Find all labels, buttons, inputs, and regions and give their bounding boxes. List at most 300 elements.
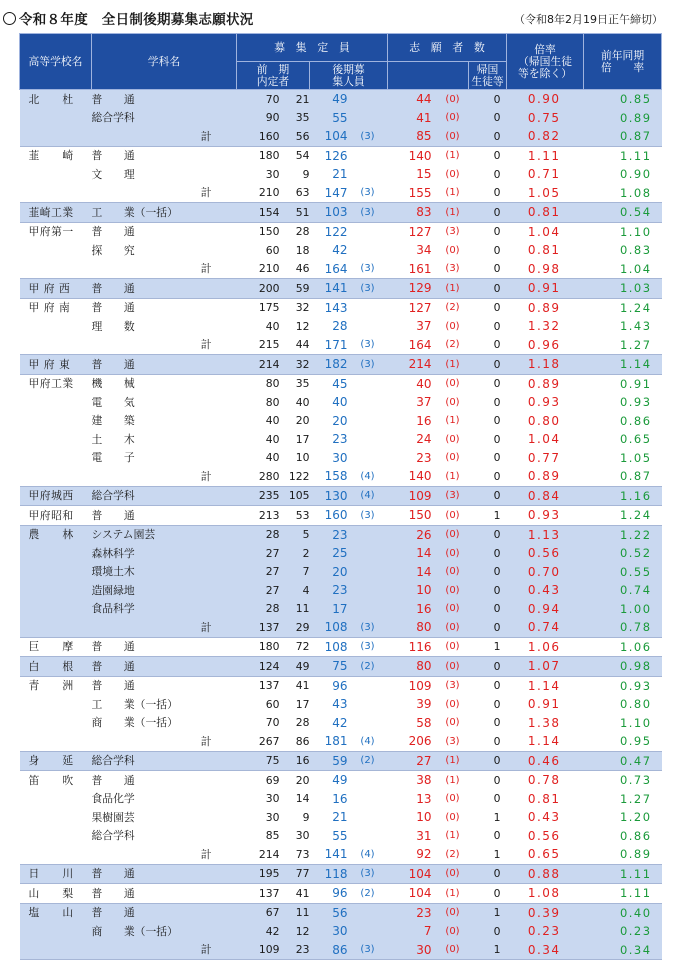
cell-kikoku: 0	[469, 109, 507, 128]
cell-kikoku: 1	[493, 847, 501, 861]
cell-applicants: 30	[388, 941, 437, 960]
cell-zenki: 54	[280, 146, 310, 165]
cell-capacity: 280	[258, 469, 280, 483]
cell-prev-ratio: 1.43	[619, 319, 652, 334]
cell-ratio: 0.56	[507, 544, 584, 563]
cell-prev-ratio: 0.34	[584, 941, 662, 960]
cell-course: 普 通	[92, 903, 237, 922]
cell-applicants-note: (0)	[445, 244, 460, 256]
cell-ratio: 0.91	[507, 279, 584, 299]
cell-school: 甲府昭和	[20, 506, 92, 526]
cell-kouki: 126	[310, 146, 348, 165]
cell-course: 普 通	[92, 222, 237, 241]
cell-applicants-note: (0)	[445, 168, 460, 180]
cell-course: 土 木	[91, 432, 135, 446]
cell-applicants: 80	[388, 657, 437, 677]
cell-kouki: 23	[310, 525, 348, 544]
cell-course: 商 業（一括）	[91, 716, 178, 730]
cell-kikoku: 0	[469, 751, 507, 771]
cell-ratio: 1.32	[527, 319, 561, 334]
cell-kikoku: 0	[469, 581, 507, 600]
cell-kouki-note	[348, 449, 388, 468]
cell-zenki: 5	[280, 525, 310, 544]
cell-course-total: 計	[200, 186, 212, 200]
table-row	[20, 864, 662, 884]
cell-course-total: 計	[92, 127, 237, 146]
cell-kouki-note	[348, 903, 388, 922]
cell-zenki: 20	[280, 771, 310, 790]
cell-ratio: 1.14	[507, 676, 584, 695]
cell-kouki-note	[348, 563, 388, 582]
cell-zenki: 41	[280, 676, 310, 695]
cell-ratio: 1.13	[507, 525, 584, 544]
cell-school	[20, 412, 92, 431]
cell-capacity: 180	[237, 637, 280, 657]
cell-applicants-note: (0)	[437, 864, 469, 884]
cell-kouki: 59	[310, 751, 348, 771]
cell-ratio: 1.07	[507, 657, 584, 677]
cell-applicants-note: (0)	[437, 374, 469, 393]
cell-school	[20, 430, 92, 449]
cell-applicants-note: (0)	[437, 109, 469, 128]
cell-capacity: 137	[237, 884, 280, 904]
cell-kouki-note: (4)	[360, 735, 375, 747]
cell-capacity: 40	[265, 319, 280, 333]
cell-applicants-note: (0)	[445, 717, 460, 729]
cell-ratio: 0.46	[507, 751, 584, 771]
cell-kouki-note: (3)	[348, 355, 388, 375]
cell-prev-ratio: 1.08	[619, 185, 652, 200]
cell-applicants: 155	[408, 185, 432, 200]
cell-capacity: 137	[237, 676, 280, 695]
cell-prev-ratio: 0.95	[619, 734, 652, 749]
table-row	[20, 714, 662, 733]
cell-kikoku: 1	[469, 637, 507, 657]
cell-kouki: 20	[332, 413, 348, 428]
cell-applicants: 109	[388, 486, 437, 506]
cell-zenki: 122	[288, 469, 310, 483]
cell-applicants-note: (1)	[445, 187, 460, 199]
cell-prev-ratio: 0.85	[584, 90, 662, 109]
cell-zenki: 44	[295, 338, 310, 352]
cell-kouki: 160	[310, 506, 348, 526]
cell-ratio: 1.04	[507, 222, 584, 241]
cell-zenki: 4	[280, 581, 310, 600]
cell-kouki-note: (2)	[348, 751, 388, 771]
col-header-zenki: 前 期 内定者	[237, 62, 310, 90]
cell-school	[20, 922, 92, 941]
cell-kikoku: 0	[493, 167, 501, 181]
cell-ratio: 0.77	[527, 450, 561, 465]
cell-applicants-note: (1)	[437, 355, 469, 375]
cell-capacity: 154	[237, 203, 280, 223]
cell-capacity: 28	[237, 525, 280, 544]
cell-kouki-note	[348, 808, 388, 827]
table-row	[20, 222, 662, 241]
cell-course: 普 通	[92, 146, 237, 165]
cell-prev-ratio: 0.98	[584, 657, 662, 677]
cell-applicants: 129	[388, 279, 437, 299]
cell-school: 農 林	[20, 525, 92, 544]
cell-applicants-note: (0)	[437, 637, 469, 657]
cell-kouki: 164	[324, 261, 348, 276]
cell-school: 甲府第一	[20, 222, 92, 241]
circle-icon	[3, 12, 16, 25]
cell-zenki: 56	[280, 127, 310, 146]
cell-zenki: 32	[280, 298, 310, 317]
cell-kouki-note	[348, 222, 388, 241]
cell-kouki-note: (4)	[360, 848, 375, 860]
cell-prev-ratio: 0.54	[584, 203, 662, 223]
cell-school	[20, 581, 92, 600]
cell-course: 電 気	[91, 395, 135, 409]
table-row	[20, 751, 662, 771]
cell-applicants-note: (2)	[437, 298, 469, 317]
cell-kouki: 17	[310, 600, 348, 619]
cell-capacity: 235	[237, 486, 280, 506]
cell-kikoku: 0	[469, 127, 507, 146]
table-row	[20, 127, 662, 146]
cell-ratio: 0.81	[527, 791, 561, 806]
cell-kouki-note	[348, 241, 388, 260]
cell-zenki: 41	[280, 884, 310, 904]
cell-course-total: 計	[200, 338, 212, 352]
table-row	[20, 184, 662, 203]
cell-prev-ratio: 1.22	[584, 525, 662, 544]
cell-kouki: 49	[310, 771, 348, 790]
cell-kouki: 96	[310, 676, 348, 695]
table-row	[20, 618, 662, 637]
cell-capacity: 60	[265, 243, 280, 257]
cell-capacity: 200	[237, 279, 280, 299]
cell-school: 甲府城西	[20, 486, 92, 506]
table-row	[20, 260, 662, 279]
table-row	[20, 771, 662, 790]
cell-applicants: 104	[388, 864, 437, 884]
cell-ratio: 1.38	[527, 715, 561, 730]
table-row	[20, 203, 662, 223]
cell-kouki: 23	[332, 432, 348, 447]
cell-capacity: 80	[237, 374, 280, 393]
col-header-prev-ratio: 前年同期 倍 率	[584, 34, 662, 90]
table-row	[20, 827, 662, 846]
cell-zenki: 17	[295, 432, 310, 446]
col-header-kouki: 後期募 集人員	[310, 62, 388, 90]
cell-applicants-note: (0)	[437, 941, 469, 960]
cell-kikoku: 0	[469, 298, 507, 317]
cell-applicants-note: (0)	[437, 506, 469, 526]
cell-school	[20, 714, 92, 733]
cell-kouki: 45	[310, 374, 348, 393]
cell-ratio: 0.23	[507, 922, 584, 941]
cell-zenki: 77	[280, 864, 310, 884]
cell-ratio: 0.74	[507, 618, 584, 637]
cell-kouki-note: (3)	[348, 127, 388, 146]
cell-applicants-note: (0)	[437, 90, 469, 109]
cell-zenki: 9	[302, 167, 310, 181]
cell-applicants-note: (1)	[445, 415, 460, 427]
cell-zenki: 9	[302, 810, 310, 824]
cell-school	[20, 127, 92, 146]
cell-kouki-note: (4)	[348, 486, 388, 506]
cell-applicants: 10	[416, 810, 432, 825]
cell-kouki: 75	[310, 657, 348, 677]
cell-capacity: 150	[237, 222, 280, 241]
cell-kouki-note	[348, 412, 388, 431]
cell-kouki-note	[348, 146, 388, 165]
cell-prev-ratio: 1.11	[584, 884, 662, 904]
cell-capacity: 137	[237, 618, 280, 637]
cell-school: 笛 吹	[20, 771, 92, 790]
table-row	[20, 845, 662, 864]
cell-kouki-note	[348, 676, 388, 695]
cell-kouki-note: (3)	[348, 618, 388, 637]
table-row	[20, 790, 662, 809]
cell-course: 工 業（一括）	[91, 697, 178, 711]
cell-school	[20, 695, 92, 714]
cell-applicants-note: (0)	[445, 698, 460, 710]
cell-prev-ratio: 0.91	[584, 374, 662, 393]
cell-school: 北 杜	[20, 90, 92, 109]
cell-capacity: 75	[237, 751, 280, 771]
cell-course: 電 子	[91, 451, 135, 465]
cell-applicants: 161	[408, 261, 432, 276]
cell-kouki-note: (3)	[348, 941, 388, 960]
table-row	[20, 695, 662, 714]
cell-course: 環境土木	[92, 563, 237, 582]
cell-prev-ratio: 1.24	[584, 506, 662, 526]
cell-capacity: 42	[237, 922, 280, 941]
cell-zenki: 63	[295, 186, 310, 200]
cell-zenki: 40	[295, 395, 310, 409]
cell-school	[20, 184, 92, 203]
cell-ratio: 0.96	[527, 337, 561, 352]
cell-zenki: 59	[280, 279, 310, 299]
cell-applicants: 116	[388, 637, 437, 657]
cell-course: 普 通	[92, 90, 237, 109]
cell-applicants: 44	[388, 90, 437, 109]
cell-zenki: 73	[295, 847, 310, 861]
cell-kouki-note: (3)	[360, 187, 375, 199]
cell-kikoku: 0	[493, 734, 501, 748]
cell-kikoku: 0	[493, 697, 501, 711]
cell-ratio: 0.75	[507, 109, 584, 128]
cell-ratio: 0.93	[507, 506, 584, 526]
cell-zenki: 10	[295, 451, 310, 465]
cell-applicants: 92	[416, 847, 432, 862]
table-row	[20, 808, 662, 827]
cell-ratio: 0.98	[527, 261, 561, 276]
cell-prev-ratio: 0.87	[584, 127, 662, 146]
cell-zenki: 29	[280, 618, 310, 637]
cell-prev-ratio: 0.23	[584, 922, 662, 941]
cell-capacity: 40	[265, 414, 280, 428]
cell-applicants: 37	[416, 319, 432, 334]
cell-ratio: 0.91	[527, 697, 561, 712]
table-row	[20, 506, 662, 526]
table-row	[20, 922, 662, 941]
cell-prev-ratio: 1.00	[584, 600, 662, 619]
cell-capacity: 267	[258, 734, 280, 748]
cell-course: 普 通	[92, 637, 237, 657]
cell-school	[20, 563, 92, 582]
cell-kikoku: 0	[493, 243, 501, 257]
table-row	[20, 903, 662, 922]
cell-course: 総合学科	[92, 751, 237, 771]
cell-course-total: 計	[92, 618, 237, 637]
cell-capacity: 175	[237, 298, 280, 317]
cell-kikoku: 0	[493, 469, 501, 483]
table-row	[20, 90, 662, 109]
cell-ratio: 1.08	[507, 884, 584, 904]
cell-course-total: 計	[200, 734, 212, 748]
cell-applicants: 164	[408, 337, 432, 352]
cell-applicants: 16	[388, 600, 437, 619]
cell-prev-ratio: 0.93	[584, 676, 662, 695]
cell-ratio: 1.06	[507, 637, 584, 657]
cell-capacity: 215	[258, 338, 280, 352]
cell-kouki-note	[348, 695, 388, 714]
cell-course: 普 通	[92, 884, 237, 904]
cell-kikoku: 0	[493, 186, 501, 200]
cell-school: 韮崎工業	[20, 203, 92, 223]
cell-kouki: 30	[310, 922, 348, 941]
cell-prev-ratio: 0.47	[584, 751, 662, 771]
cell-kouki: 20	[310, 563, 348, 582]
cell-zenki: 105	[280, 486, 310, 506]
cell-school	[20, 109, 92, 128]
cell-course: 造園緑地	[92, 581, 237, 600]
cell-ratio: 1.18	[507, 355, 584, 375]
cell-kouki: 122	[310, 222, 348, 241]
cell-applicants: 10	[388, 581, 437, 600]
cell-kouki: 30	[332, 450, 348, 465]
cell-kouki: 23	[310, 581, 348, 600]
cell-zenki: 7	[280, 563, 310, 582]
cell-kouki: 55	[332, 828, 348, 843]
cell-kikoku: 0	[469, 864, 507, 884]
cell-prev-ratio: 0.40	[584, 903, 662, 922]
cell-applicants-note: (3)	[437, 676, 469, 695]
cell-zenki: 49	[280, 657, 310, 677]
cell-capacity: 160	[237, 127, 280, 146]
cell-ratio: 0.88	[507, 864, 584, 884]
table-row	[20, 637, 662, 657]
table-row	[20, 412, 662, 431]
cell-kouki-note	[348, 790, 388, 809]
cell-course: 普 通	[92, 864, 237, 884]
cell-applicants: 41	[388, 109, 437, 128]
cell-school	[20, 393, 92, 412]
table-row	[20, 732, 662, 751]
cell-kouki-note	[348, 544, 388, 563]
cell-school: 白 根	[20, 657, 92, 677]
cell-prev-ratio: 0.73	[584, 771, 662, 790]
cell-prev-ratio: 0.74	[584, 581, 662, 600]
cell-school: 塩 山	[20, 903, 92, 922]
cell-school	[20, 600, 92, 619]
cell-prev-ratio: 1.16	[584, 486, 662, 506]
cell-ratio: 0.84	[507, 486, 584, 506]
cell-kikoku: 0	[469, 618, 507, 637]
cell-course: システム園芸	[92, 525, 237, 544]
cell-applicants-note: (0)	[437, 600, 469, 619]
cell-school	[20, 467, 92, 486]
cell-applicants-note: (0)	[437, 618, 469, 637]
cell-ratio: 1.14	[527, 734, 561, 749]
cell-zenki: 20	[295, 414, 310, 428]
cell-course-total: 計	[92, 941, 237, 960]
cell-school: 山 梨	[20, 884, 92, 904]
cell-kouki-note: (2)	[348, 657, 388, 677]
cell-prev-ratio: 1.11	[584, 864, 662, 884]
cell-course: 商 業（一括）	[92, 922, 237, 941]
cell-course: 普 通	[92, 279, 237, 299]
cell-ratio: 0.81	[527, 243, 561, 258]
cell-kikoku: 0	[493, 338, 501, 352]
cell-kikoku: 0	[493, 432, 501, 446]
col-header-ratio: 倍率 （帰国生徒 等を除く）	[507, 34, 584, 90]
cell-kikoku: 0	[469, 676, 507, 695]
cell-prev-ratio: 1.11	[584, 146, 662, 165]
cell-prev-ratio: 0.86	[619, 828, 652, 843]
cell-prev-ratio: 1.24	[584, 298, 662, 317]
table-row	[20, 241, 662, 260]
cell-kikoku: 0	[469, 922, 507, 941]
table-row	[20, 393, 662, 412]
cell-zenki: 11	[280, 600, 310, 619]
cell-kikoku: 1	[469, 903, 507, 922]
cell-applicants-note: (0)	[437, 127, 469, 146]
cell-kikoku: 0	[469, 657, 507, 677]
cell-capacity: 124	[237, 657, 280, 677]
cell-ratio: 0.39	[507, 903, 584, 922]
cell-ratio: 0.43	[507, 581, 584, 600]
cell-course: 森林科学	[92, 544, 237, 563]
cell-prev-ratio: 1.04	[619, 261, 652, 276]
cell-course: 建 築	[91, 414, 135, 428]
cell-applicants: 109	[388, 676, 437, 695]
cell-school: 巨 摩	[20, 637, 92, 657]
cell-applicants-note: (1)	[437, 771, 469, 790]
cell-course: 総合学科	[92, 109, 237, 128]
cell-applicants: 23	[416, 450, 432, 465]
cell-kikoku: 0	[469, 374, 507, 393]
cell-kouki: 16	[332, 791, 348, 806]
cell-applicants-note: (3)	[445, 735, 460, 747]
cell-prev-ratio: 0.89	[584, 109, 662, 128]
cell-school: 甲府工業	[20, 374, 92, 393]
cell-prev-ratio: 1.10	[619, 715, 652, 730]
table-row	[20, 884, 662, 904]
cell-course: 探 究	[91, 243, 135, 257]
cell-zenki: 2	[280, 544, 310, 563]
col-header-kikoku: 帰国 生徒等	[469, 62, 507, 90]
cell-kikoku: 0	[469, 486, 507, 506]
table-row	[20, 374, 662, 393]
col-header-applicants: 志 願 者 数	[388, 34, 507, 62]
cell-kikoku: 0	[493, 829, 501, 843]
cell-kikoku: 0	[493, 395, 501, 409]
cell-zenki: 35	[280, 374, 310, 393]
cell-prev-ratio: 0.83	[619, 243, 652, 258]
cell-applicants: 14	[388, 544, 437, 563]
cell-kouki-note	[348, 922, 388, 941]
cell-ratio: 0.80	[527, 413, 561, 428]
cell-prev-ratio: 0.55	[584, 563, 662, 582]
cell-applicants: 85	[388, 127, 437, 146]
cell-zenki: 14	[295, 792, 310, 806]
